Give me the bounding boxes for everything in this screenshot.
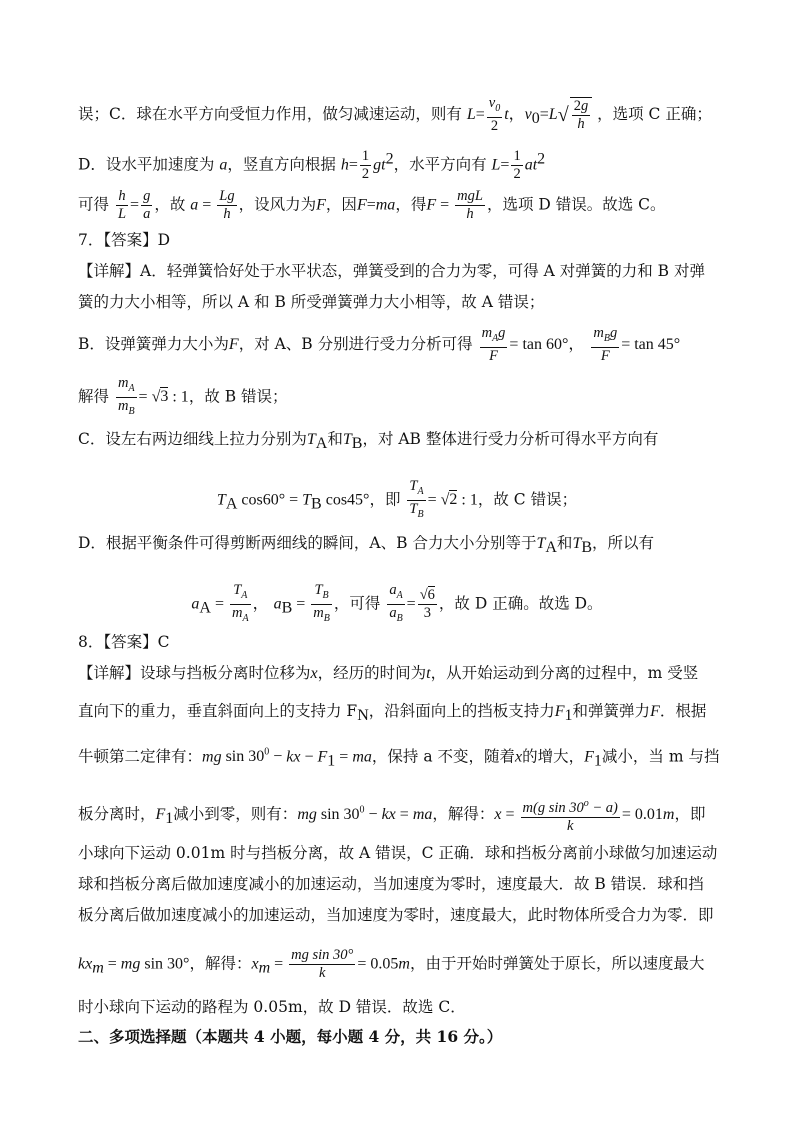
paragraph-line: 簧的力大小相等，所以 A 和 B 所受弹簧弹力大小相等，故 A 错误； [78, 293, 545, 311]
paragraph-line: 牛顿第二定律有：mg $\sin 30^0$ − kx − $F_1$ = ma，保持 a 不变，随着x的增大，$F_1$减小，当 m 与挡 [78, 747, 720, 770]
equation-line: $T_A$ $\cos 60^\circ = T_B$ cos45°，即 $\frac{T_A}{T_B}$ = √2 : 1，故 C 错误； [216, 478, 578, 520]
paragraph-line: 【详解】A．轻弹簧恰好处于水平状态，弹簧受到的合力为零，可得 A 对弹簧的力和 B 对弹 [78, 262, 705, 280]
answer-heading: 8．【答案】C [78, 633, 170, 651]
paragraph-line: 板分离时，$F_1$减小到零，则有：mg $\sin 30^0$ − kx = ma，解得：x = $\frac{m(g \sin 30^o - a)}{k}$ = 0.01m，即 [78, 795, 706, 835]
paragraph-line: D．设水平加速度为 a，竖直方向根据 h= $\frac{1}{2}$ $gt^2$，水平方向有 L= $\frac{1}{2}$ $at^2$ [78, 148, 546, 182]
paragraph-line: C．设左右两边细线上拉力分别为$T_A$和$T_B$，对 AB 整体进行受力分析可得水平方向有 [78, 430, 659, 453]
paragraph-line: 【详解】设球与挡板分离时位移为x，经历的时间为t，从开始运动到分离的过程中，m 受竖 [78, 664, 699, 682]
paragraph-line: 球和挡板分离后做加速度减小的加速运动，当加速度为零时，速度最大．故 B 错误．球和挡 [78, 875, 704, 893]
paragraph-line: 板分离后做加速度减小的加速运动，当加速度为零时，速度最大，此时物体所受合力为零．即 [78, 906, 714, 924]
paragraph-line: 时小球向下运动的路程为 0.05m，故 D 错误．故选 C． [78, 998, 466, 1016]
paragraph-line: 误；C．球在水平方向受恒力作用，做匀减速运动，则有 L= $\frac{v_0}{2}$ t，$v_0=L√$ $\frac{2g}{h}$ ，选项 C 正确； [78, 95, 712, 134]
paragraph-line: $kx_m$ = mg sin 30°，解得：$x_m$ = $\frac{\text{mg sin 30°}}{k}$ = 0.05m，由于开始时弹簧处于原长，所以速度最大 [78, 947, 705, 981]
paragraph-line: B．设弹簧弹力大小为F，对 A、B 分别进行受力分析可得 $\frac{m_Ag}{F}$ = tan 60°， $\frac{m_Bg}{F}$ = tan 45° [78, 325, 681, 364]
equation-line: $a_A$ = $\frac{T_A}{m_A}$ ， $a_B$ = $\frac{T_B}{m_B}$ ，可得 $\frac{a_A}{a_B}$ = $\frac{√6}{3}$ ，故 D 正确。故选 D。 [191, 582, 603, 624]
answer-heading: 7．【答案】D [78, 231, 171, 249]
section-heading: 二、多项选择题（本题共 4 小题，每小题 4 分，共 16 分。） [78, 1027, 503, 1046]
paragraph-line: 直向下的重力，垂直斜面向上的支持力 $F_N$，沿斜面向上的挡板支持力$F_1$和弹簧弹力F．根据 [78, 702, 707, 725]
paragraph-line: D．根据平衡条件可得剪断两细线的瞬间，A、B 合力大小分别等于$T_A$和$T_B$，所以有 [78, 534, 655, 557]
paragraph-line: 可得 $\frac{h}{L}$ = $\frac{g}{a}$ ，故 a = $\frac{Lg}{h}$ ，设风力为F，因F=ma，得F = $\frac{\text{mgL}}{h}$ ，选项 D 错误。故选 C。 [78, 188, 666, 222]
paragraph-line: 小球向下运动 0.01m 时与挡板分离，故 A 错误，C 正确．球和挡板分离前小球做匀加速运动 [78, 844, 718, 862]
paragraph-line: 解得 $\frac{m_A}{m_B}$ = √3 : 1，故 B 错误； [78, 375, 288, 417]
